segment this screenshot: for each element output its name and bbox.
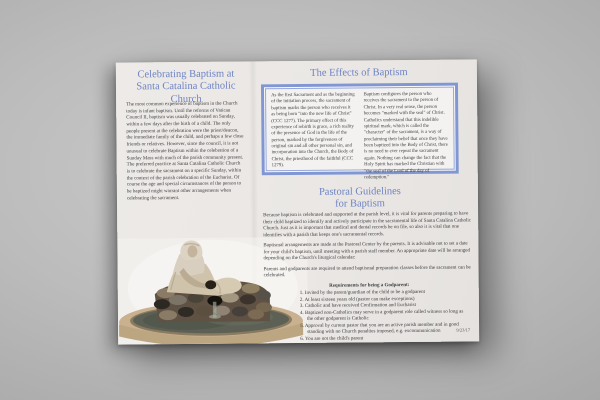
guidelines-heading-line-1: Pastoral Guidelines	[318, 186, 401, 198]
godparent-requirement-2: 2. At least sixteen years old (pastor can make exceptions)	[299, 296, 415, 303]
guidelines-paragraph-1: Because baptism is celebrated and supported at the parish level, it is vital for parents preparing to have their child baptized to identify and actively participate in the sacramental life of Santa Catalina Catholic Church. Just as it is important that medical and dental records be on file, so also it is vital that one identifies with a parish that keeps one's sacramental records.	[263, 211, 472, 238]
cover-intro-paragraph: The most common experience of baptism in the Church today is infant baptism. Until the reforms of Vatican Council II, baptism was usually celebrated on Sunday, within a few days after the birth of a child. The only people present at the celebration were the priest/deacon, the immediate family of the child, and perhaps a few close friends or relatives. However, since the council, it is not unusual to celebrate Baptism within the celebration of a Sunday Mass with much of the parish community present. The preferred practice at Santa Catalina Catholic Church is to celebrate the sacrament on a specific Sunday, within the context of the parish celebration of the Eucharist. Of course the age and special circumstances of the person to be baptized might warrant other arrangements when celebrating the sacrament.	[126, 101, 244, 202]
godparent-requirements-heading: Requirements for being a Godparent:	[329, 282, 410, 289]
revision-date: 9/23/17	[456, 327, 471, 333]
guidelines-paragraph-2: Baptismal arrangements are made at the Pastoral Center by the parents. It is advisable not to set a date for your child's baptism, until meeting with a parish staff member. An appropriate date will be arranged depending on the Church's liturgical calendar:	[263, 241, 471, 262]
effects-column-right: Baptism configures the person who receives the sacrament to the person of Christ. In a very real sense, the person becomes "marked with the seal" of Christ. Catholics understand that this indelible spiritual mark, which is called the "character" of the sacrament, is a way of proclaiming their belief that once they have been baptized into the Body of Christ, there is no need to ever repeat the sacrament again. Nothing can change the fact that the Holy Spirit has marked the Christian with "the seal of the Lord of the day of redemption."	[363, 91, 448, 181]
effects-text-box-inner	[265, 87, 455, 181]
guidelines-body	[263, 211, 475, 343]
godparent-requirement-4: 4. Baptized non-Catholics may serve in a godparent role called witness so long as the other godparent is Catholic	[299, 309, 464, 322]
effects-section-heading: The Effects of Baptism	[310, 67, 408, 79]
title-line-1: Celebrating Baptism at	[137, 68, 235, 81]
effects-column-left: As the first Sacrament and as the beginning of the initiation process, the sacrament of baptism marks the person who receives it as being born "into the new life of Christ" (CCC 1277). The primary effect of this experience of rebirth is grace, a rich reality of the presence of God in the life of the person, marked by the forgiveness of original sin and all other personal sin, and incorporation into the Church, the Body of Christ, the priesthood of the faithful (CCC 1279).	[271, 92, 355, 169]
guidelines-paragraph-3: Parents and godparents are required to attend baptismal preparation classes before the sacrament can be celebrated.	[263, 264, 471, 279]
godparent-requirements-list	[300, 290, 464, 343]
title-line-2: Santa Catalina Catholic	[136, 80, 236, 93]
godparent-requirement-5: 5. Approval by current pastor that you are an active parish member and in good standing with no Church penalties imposed, e.g. excommunication	[300, 322, 459, 335]
title-line-3: Church	[170, 93, 202, 105]
guidelines-section-heading	[256, 186, 464, 212]
godparent-requirement-3: 3. Catholic and have received Confirmation and Eucharist	[299, 302, 417, 309]
effects-text-box	[261, 83, 459, 181]
guidelines-heading-line-2: for Baptism	[335, 198, 386, 210]
brochure-page	[116, 59, 479, 344]
godparent-requirement-6: 6. You are not the child's parent	[300, 335, 364, 342]
godparent-requirement-1: 1. Invited by the parent/guardian of the child to be a godparent	[299, 289, 426, 296]
